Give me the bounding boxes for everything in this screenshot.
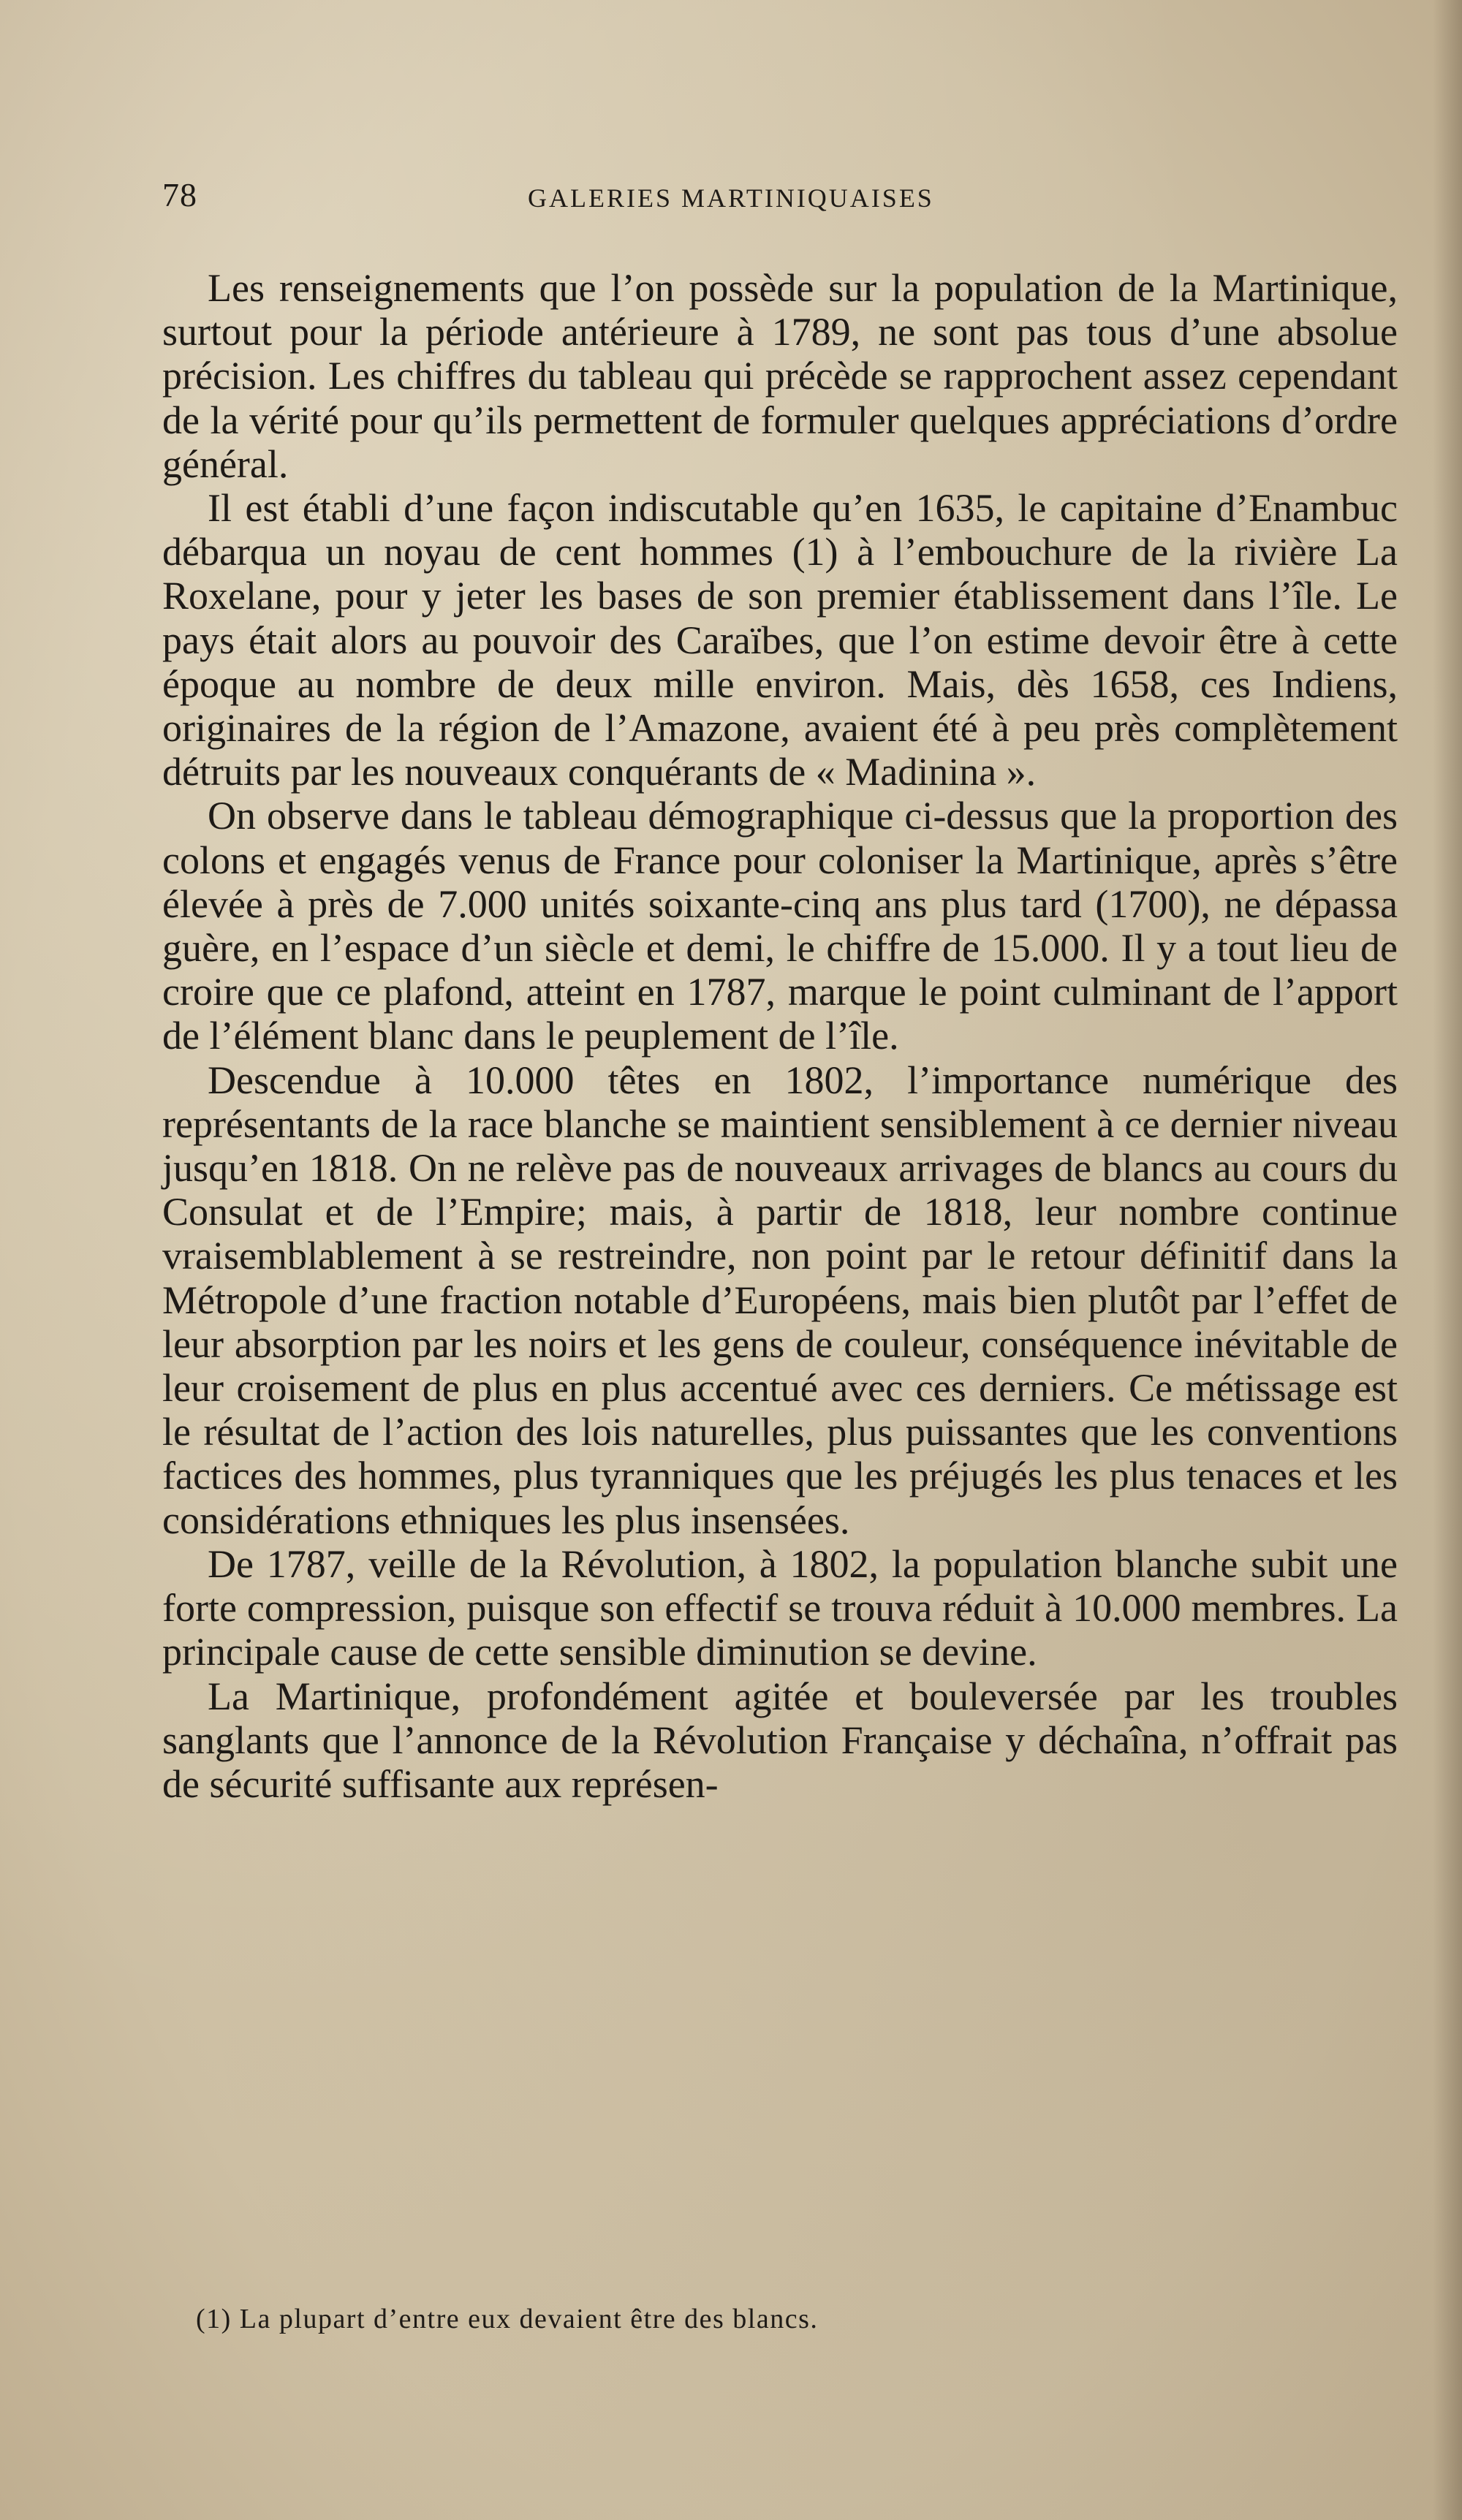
paragraph: La Martinique, profondément agitée et bouleversée par les troubles sanglants que l’annonce de la Révolution Française y déchaîna, n’offrait pas de sécurité suffisante aux représen- <box>162 1674 1398 1806</box>
body-text <box>162 266 1398 1806</box>
paragraph: On observe dans le tableau démographique ci-dessus que la proportion des colons et engagés venus de France pour coloniser la Martinique, après s’être élevée à près de 7.000 unités soixante-cinq ans plus tard (1700), ne dépassa guère, en l’espace d’un siècle et demi, le chiffre de 15.000. Il y a tout lieu de croire que ce plafond, atteint en 1787, marque le point culminant de l’apport de l’élément blanc dans le peuplement de l’île. <box>162 794 1398 1058</box>
running-head: GALERIES MARTINIQUAISES <box>528 183 934 213</box>
page-edge-shadow <box>1433 0 1462 2520</box>
paragraph: Les renseignements que l’on possède sur la population de la Martinique, surtout pour la période antérieure à 1789, ne sont pas tous d’une absolue précision. Les chiffres du tableau qui précède se rapprochent assez cependant de la vérité pour qu’ils permettent de formuler quelques appréciations d’ordre général. <box>162 266 1398 486</box>
paragraph: Il est établi d’une façon indiscutable qu’en 1635, le capitaine d’Enambuc débarqua un noyau de cent hommes (1) à l’embouchure de la rivière La Roxelane, pour y jeter les bases de son premier établissement dans l’île. Le pays était alors au pouvoir des Caraïbes, que l’on estime devoir être à cette époque au nombre de deux mille environ. Mais, dès 1658, ces Indiens, originaires de la région de l’Amazone, avaient été à peu près complètement détruits par les nouveaux conquérants de « Madinina ». <box>162 486 1398 794</box>
page-number: 78 <box>162 176 197 213</box>
paragraph: Descendue à 10.000 têtes en 1802, l’importance numérique des représentants de la race blanche se maintient sensiblement à ce dernier niveau jusqu’en 1818. On ne relève pas de nouveaux arrivages de blancs au cours du Consulat et de l’Empire; mais, à partir de 1818, leur nombre continue vraisemblablement à se restreindre, non point par le retour définitif dans la Métropole d’une fraction notable d’Européens, mais bien plutôt par l’effet de leur absorption par les noirs et les gens de couleur, conséquence inévitable de leur croisement de plus en plus accentué avec ces derniers. Ce métissage est le résultat de l’action des lois naturelles, plus puissantes que les conventions factices des hommes, plus tyranniques que les préjugés les plus tenaces et les considérations ethniques les plus insensées. <box>162 1058 1398 1542</box>
paragraph: De 1787, veille de la Révolution, à 1802, la population blanche subit une forte compression, puisque son effectif se trouva réduit à 10.000 membres. La principale cause de cette sensible diminution se devine. <box>162 1541 1398 1674</box>
page-header <box>162 170 1398 221</box>
footnote: (1) La plupart d’entre eux devaient être des blancs. <box>196 2304 819 2334</box>
